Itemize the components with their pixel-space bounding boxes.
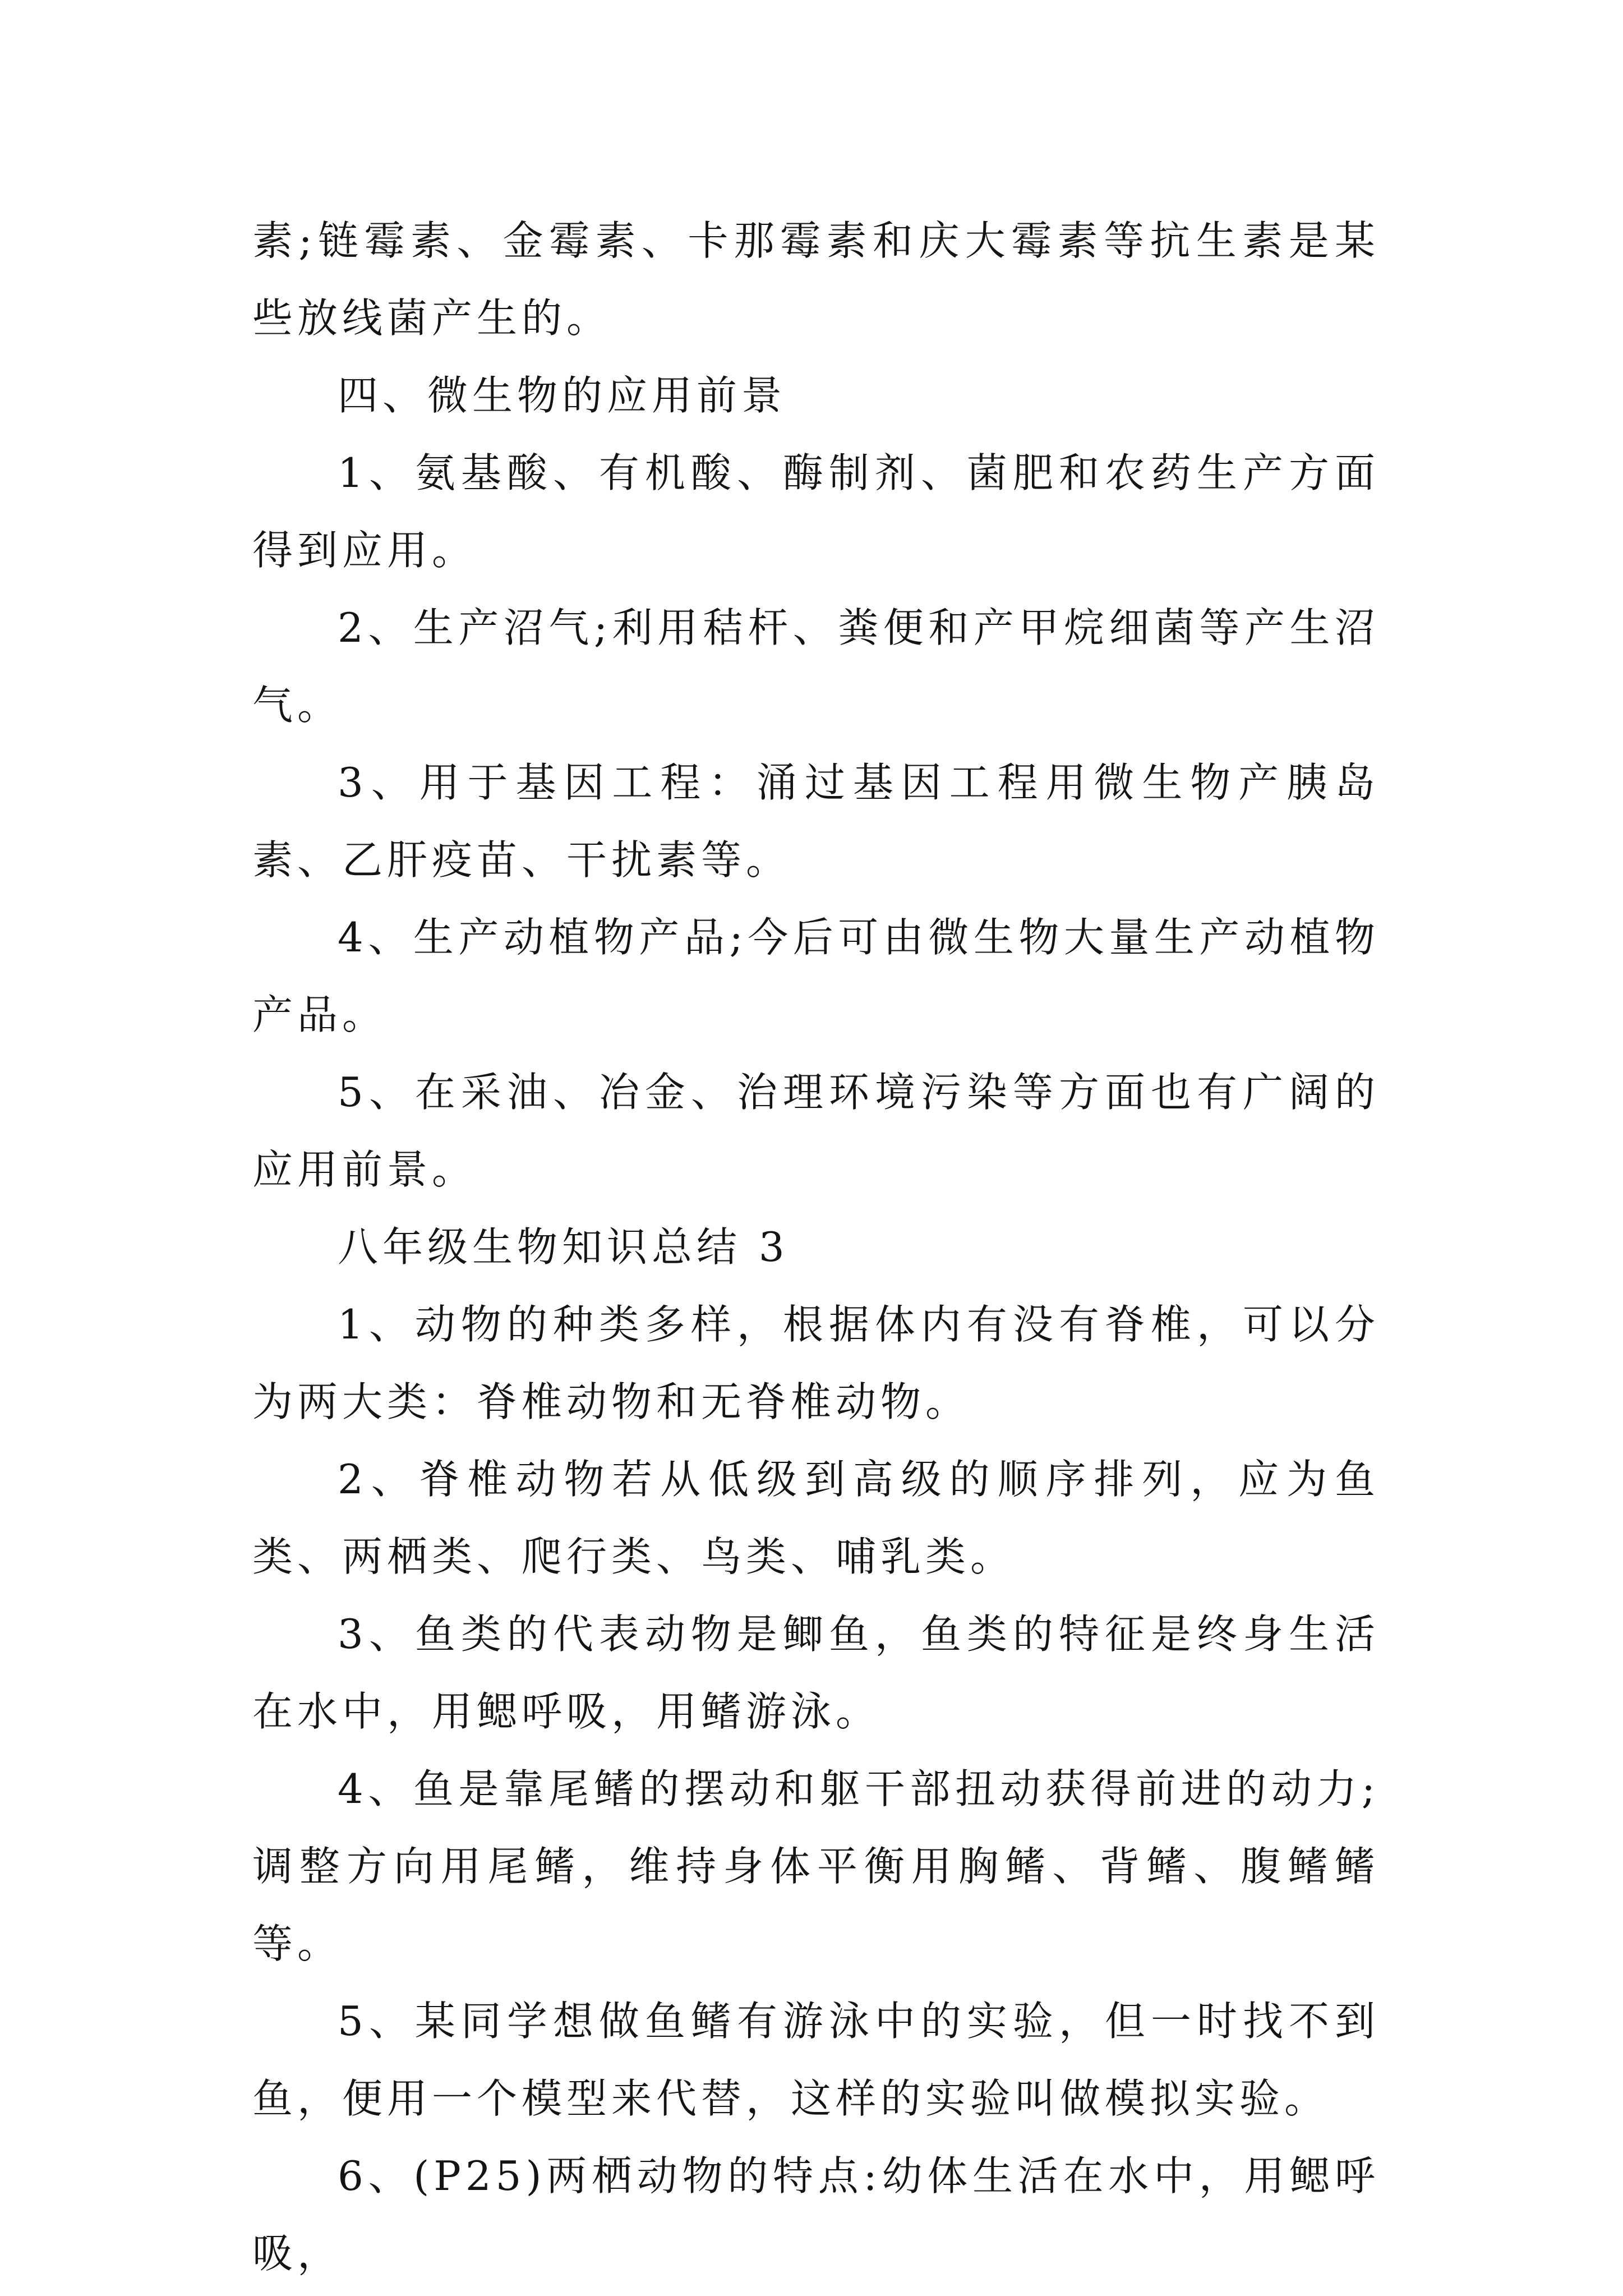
section-heading-summary-3: 八年级生物知识总结 3 xyxy=(338,1223,789,1271)
list-item-amino-acids: 1、氨基酸、有机酸、酶制剂、菌肥和农药生产方面得到应用。 xyxy=(252,449,1380,574)
list-item-fish-features: 3、鱼类的代表动物是鲫鱼，鱼类的特征是终身生活在水中，用鳃呼吸，用鳍游泳。 xyxy=(252,1611,1380,1735)
paragraph-antibiotics-continued: 素;链霉素、金霉素、卡那霉素和庆大霉素等抗生素是某些放线菌产生的。 xyxy=(252,217,1380,342)
list-item-vertebrate-order: 2、脊椎动物若从低级到高级的顺序排列，应为鱼类、两栖类、爬行类、鸟类、哺乳类。 xyxy=(252,1456,1380,1580)
list-item-animal-plant-products: 4、生产动植物产品;今后可由微生物大量生产动植物产品。 xyxy=(252,914,1380,1038)
list-item-amphibian-features: 6、(P25)两栖动物的特点:幼体生活在水中，用鳃呼吸， xyxy=(252,2152,1380,2277)
list-item-animal-classification: 1、动物的种类多样，根据体内有没有脊椎，可以分为两大类：脊椎动物和无脊椎动物。 xyxy=(252,1301,1380,1425)
list-item-oil-metallurgy: 5、在采油、冶金、治理环境污染等方面也有广阔的应用前景。 xyxy=(252,1069,1380,1193)
list-item-fish-movement: 4、鱼是靠尾鳍的摆动和躯干部扭动获得前进的动力;调整方向用尾鳍，维持身体平衡用胸鳍、背鳍、腹鳍鳍等。 xyxy=(252,1765,1380,1967)
list-item-biogas: 2、生产沼气;利用秸杆、粪便和产甲烷细菌等产生沼气。 xyxy=(252,604,1380,729)
document-body xyxy=(252,202,1380,2292)
section-heading-applications: 四、微生物的应用前景 xyxy=(338,372,787,419)
list-item-genetic-engineering: 3、用于基因工程：涌过基因工程用微生物产胰岛素、乙肝疫苗、干扰素等。 xyxy=(252,759,1380,884)
list-item-simulation-experiment: 5、某同学想做鱼鳍有游泳中的实验，但一时找不到鱼，便用一个模型来代替，这样的实验叫做模拟实验。 xyxy=(252,1998,1380,2122)
